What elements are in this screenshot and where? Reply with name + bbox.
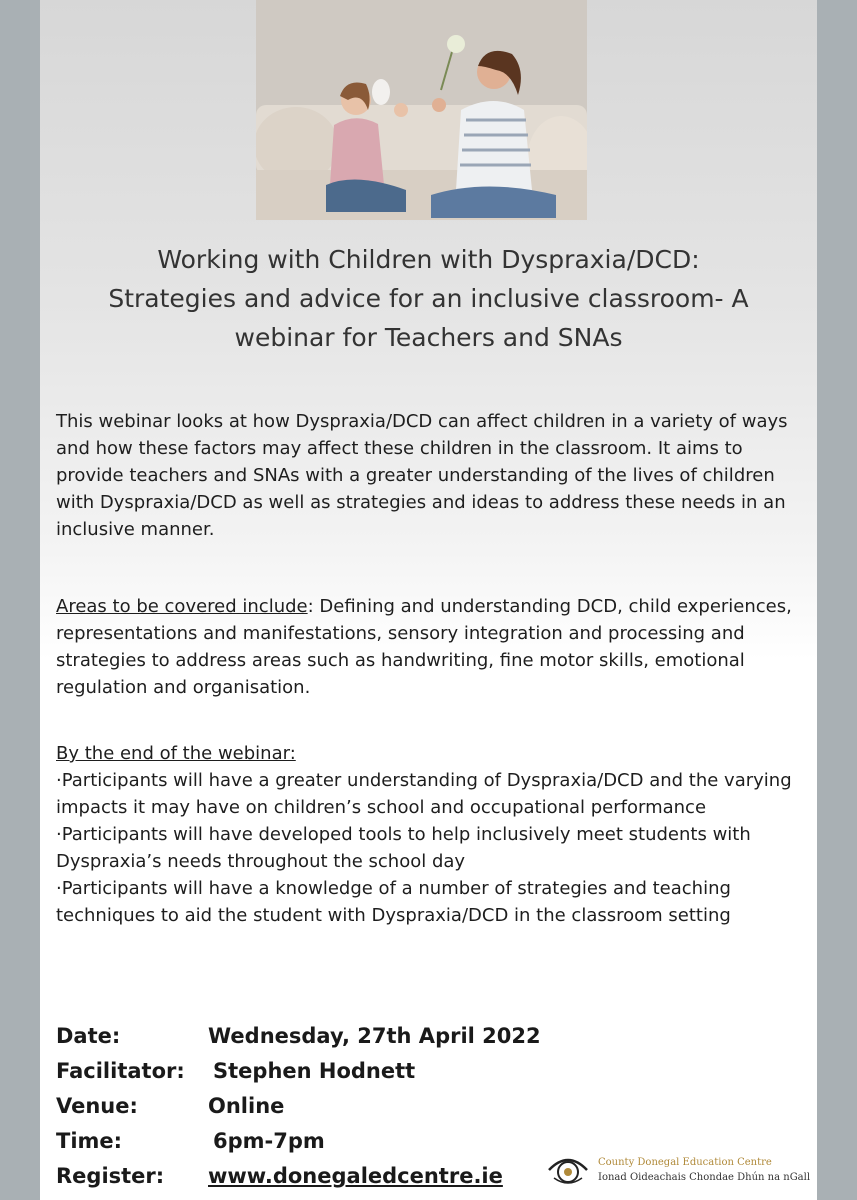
facilitator-value: Stephen Hodnett (213, 1059, 416, 1083)
outcomes-heading: By the end of the webinar: (56, 743, 296, 764)
facilitator-label: Facilitator: (56, 1059, 185, 1083)
logo-line-english: County Donegal Education Centre (598, 1157, 772, 1168)
venue-label: Venue: (56, 1094, 138, 1118)
register-label: Register: (56, 1164, 165, 1188)
time-label: Time: (56, 1129, 123, 1153)
eye-emblem-icon (546, 1148, 590, 1188)
date-value: Wednesday, 27th April 2022 (208, 1024, 541, 1048)
outcome-item: ·Participants will have a greater understanding of Dyspraxia/DCD and the varying impacts it may have on children’s school and occupational performance (56, 770, 792, 818)
outcomes-section (56, 740, 806, 929)
logo-line-irish: Ionad Oideachais Chondae Dhún na nGall (598, 1172, 811, 1183)
areas-paragraph (56, 593, 806, 701)
outcome-item: ·Participants will have a knowledge of a number of strategies and teaching techniques to aid the student with Dyspraxia/DCD in the classroom setting (56, 878, 731, 926)
areas-text: : Defining and understanding DCD, child experiences, representations and manifestations, sensory integration and processing and strategies to address areas such as handwriting, fine motor skills, emotional regulation and organisation. (56, 596, 792, 698)
title-line-3: webinar for Teachers and SNAs (234, 323, 623, 352)
venue-value: Online (208, 1094, 285, 1118)
education-centre-logo (546, 1148, 811, 1188)
title-line-2: Strategies and advice for an inclusive classroom- A (108, 284, 749, 313)
register-link[interactable]: www.donegaledcentre.ie (208, 1164, 503, 1188)
title-line-1: Working with Children with Dyspraxia/DCD: (157, 245, 700, 274)
outcome-item: ·Participants will have developed tools to help inclusively meet students with Dyspraxia’s needs throughout the school day (56, 824, 751, 872)
photo-illustration (256, 0, 587, 220)
intro-paragraph: This webinar looks at how Dyspraxia/DCD can affect children in a variety of ways and how these factors may affect these children in the classroom. It aims to provide teachers and SNAs with a greater understanding of the lives of children with Dyspraxia/DCD as well as strategies and ideas to address these needs in an inclusive manner. (56, 411, 788, 540)
areas-label: Areas to be covered include (56, 596, 308, 617)
date-label: Date: (56, 1024, 121, 1048)
time-value: 6pm-7pm (213, 1129, 325, 1153)
webinar-title (60, 240, 797, 357)
mother-child-playing-photo (256, 0, 587, 220)
